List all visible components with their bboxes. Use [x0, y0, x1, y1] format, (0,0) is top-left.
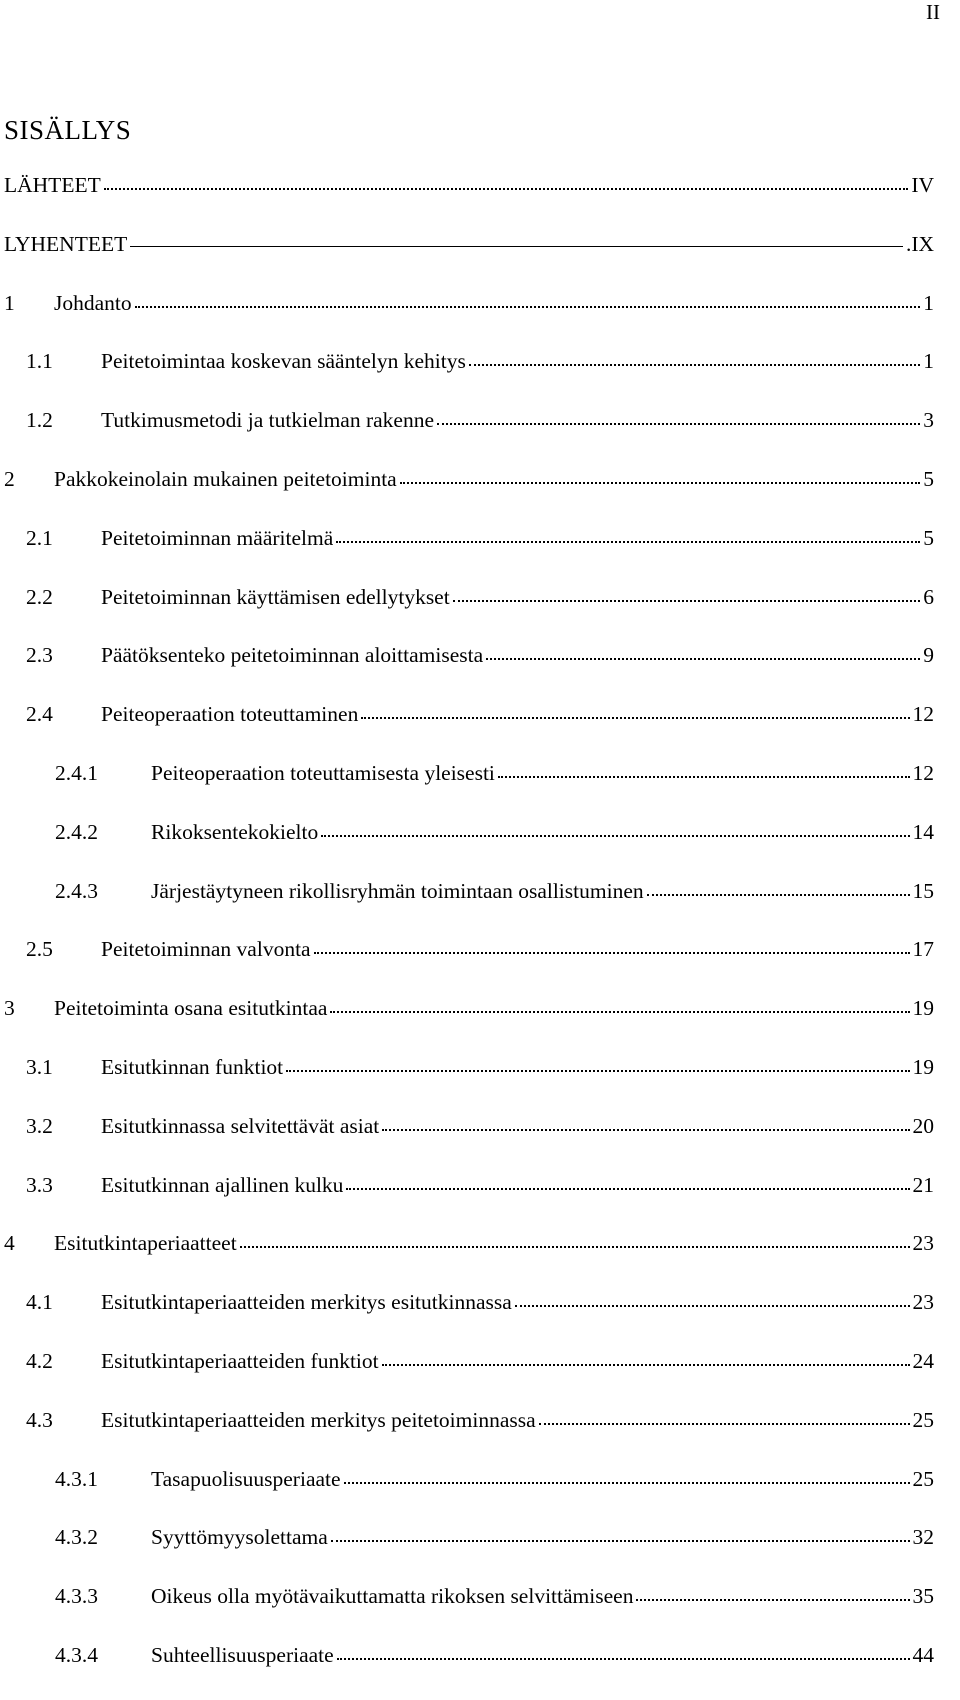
- toc-entry[interactable]: [4, 465, 934, 524]
- toc-entry-number: 4.3.1: [55, 1466, 98, 1491]
- toc-entry[interactable]: [4, 1229, 934, 1288]
- toc-entry-label: LÄHTEET: [4, 173, 101, 197]
- toc-entry-number: 4.3.4: [55, 1642, 98, 1667]
- toc-leader-dots: [330, 995, 909, 1015]
- toc-entry-label: Esitutkintaperiaatteiden merkitys peitetoiminnassa: [101, 1407, 536, 1432]
- toc-entry-page: 14: [912, 819, 934, 844]
- toc-entry[interactable]: [4, 1112, 934, 1171]
- toc-leader-dots: [469, 348, 920, 368]
- toc-leader-dots: [382, 1113, 909, 1133]
- toc-entry-label: Peitetoiminnan määritelmä: [101, 525, 334, 550]
- toc-leader-dots: [104, 172, 909, 192]
- toc-entry-page: 25: [912, 1407, 934, 1432]
- toc-entry-page: IV: [911, 173, 934, 197]
- toc-leader-dots: [515, 1289, 910, 1309]
- toc-entry-number: 4.3.2: [55, 1525, 98, 1550]
- toc-entry-page: 15: [912, 878, 934, 903]
- toc-entry-number: 3: [4, 996, 15, 1021]
- toc-entry[interactable]: [4, 1347, 934, 1406]
- toc-entry[interactable]: [4, 1523, 934, 1582]
- toc-entry-label: Peitetoiminnan käyttämisen edellytykset: [101, 584, 450, 609]
- toc-entry-page: 21: [912, 1172, 934, 1197]
- toc-entry[interactable]: [4, 818, 934, 877]
- toc-entry-number: 3.3: [26, 1172, 53, 1197]
- toc-entry-label: Esitutkintaperiaatteiden merkitys esitutkinnassa: [101, 1290, 512, 1315]
- toc-entry-page: 19: [912, 996, 934, 1021]
- toc-entry-label: Rikoksentekokielto: [151, 819, 319, 844]
- toc-entry-label: Päätöksenteko peitetoiminnan aloittamisesta: [101, 643, 484, 668]
- toc-leader-dots: [382, 1348, 910, 1368]
- toc-leader-dots: [498, 760, 910, 780]
- toc-entry-label: Johdanto: [54, 290, 132, 315]
- toc-entry[interactable]: [4, 583, 934, 642]
- toc-entry-label: Peitetoiminta osana esitutkintaa: [54, 996, 328, 1021]
- toc-entry[interactable]: [4, 1406, 934, 1465]
- toc-entry-label: Tutkimusmetodi ja tutkielman rakenne: [101, 408, 435, 433]
- toc-entry-number: 1: [4, 290, 15, 315]
- toc-entry-page: 1: [923, 290, 934, 315]
- toc-entry-page: 35: [912, 1584, 934, 1609]
- page-title: SISÄLLYS: [4, 115, 132, 145]
- toc-entry[interactable]: [4, 524, 934, 583]
- toc-entry-number: 4.3.3: [55, 1584, 98, 1609]
- toc-entry-page: 1: [923, 349, 934, 374]
- toc-leader-dots: [636, 1583, 909, 1603]
- toc-entry[interactable]: [4, 994, 934, 1053]
- toc-entry-number: 3.1: [26, 1054, 53, 1079]
- toc-entry-number: 4: [4, 1231, 15, 1256]
- toc-entry-label: LYHENTEET: [4, 231, 128, 256]
- toc-leader-dots: [331, 1524, 910, 1544]
- toc-entry[interactable]: [4, 700, 934, 759]
- toc-entry-number: 2.4.2: [55, 819, 98, 844]
- toc-entry-label: Oikeus olla myötävaikuttamatta rikoksen selvittämiseen: [151, 1584, 634, 1609]
- toc-entry-label: Suhteellisuusperiaate: [151, 1642, 334, 1667]
- toc-entry-page: 32: [912, 1525, 934, 1550]
- toc-entry-page: 19: [912, 1054, 934, 1079]
- table-of-contents: [4, 171, 934, 1700]
- toc-entry-page: 6: [923, 584, 934, 609]
- toc-entry[interactable]: [4, 171, 934, 230]
- toc-leader-dots: [361, 701, 909, 721]
- toc-entry-label: Peitetoimintaa koskevan sääntelyn kehitys: [101, 349, 466, 374]
- toc-entry[interactable]: [4, 935, 934, 994]
- toc-entry[interactable]: [4, 1465, 934, 1524]
- page-number: II: [926, 0, 940, 24]
- toc-leader-dots: [400, 466, 921, 486]
- toc-entry-label: Syyttömyysolettama: [151, 1525, 328, 1550]
- toc-entry-label: Pakkokeinolain mukainen peitetoiminta: [54, 466, 397, 491]
- toc-entry[interactable]: [4, 230, 934, 289]
- toc-entry-page: 20: [912, 1113, 934, 1138]
- toc-entry-page: 23: [912, 1290, 934, 1315]
- toc-entry[interactable]: [4, 1582, 934, 1641]
- toc-entry-number: 2.5: [26, 937, 53, 962]
- toc-leader-dots: [130, 231, 903, 251]
- toc-entry-number: 1.2: [26, 408, 53, 433]
- toc-entry-label: Peiteoperaation toteuttaminen: [101, 702, 359, 727]
- toc-entry-page: 5: [923, 466, 934, 491]
- toc-entry-number: 2: [4, 466, 15, 491]
- toc-entry-number: 2.4.1: [55, 760, 98, 785]
- toc-entry-page: 9: [923, 643, 934, 668]
- toc-entry[interactable]: [4, 289, 934, 348]
- toc-entry-number: 2.1: [26, 525, 53, 550]
- toc-entry-number: 3.2: [26, 1113, 53, 1138]
- toc-leader-dots: [344, 1466, 910, 1486]
- toc-leader-dots: [453, 584, 921, 604]
- toc-entry-number: 2.3: [26, 643, 53, 668]
- toc-leader-dots: [135, 290, 921, 310]
- toc-entry-number: 4.2: [26, 1348, 53, 1373]
- toc-entry-page: 12: [912, 702, 934, 727]
- toc-leader-dots: [337, 1642, 910, 1662]
- toc-entry-label: Esitutkinnan ajallinen kulku: [101, 1172, 344, 1197]
- toc-leader-dots: [346, 1172, 909, 1192]
- toc-entry-page: 3: [923, 408, 934, 433]
- toc-entry-page: 12: [912, 760, 934, 785]
- toc-entry-page: 5: [923, 525, 934, 550]
- toc-entry-page: 24: [912, 1348, 934, 1373]
- toc-entry-label: Järjestäytyneen rikollisryhmän toimintaan osallistuminen: [151, 878, 644, 903]
- toc-entry-label: Esitutkinnassa selvitettävät asiat: [101, 1113, 380, 1138]
- toc-entry[interactable]: [4, 641, 934, 700]
- toc-entry-page: .IX: [905, 231, 934, 256]
- toc-entry-number: 2.4: [26, 702, 53, 727]
- toc-leader-dots: [240, 1230, 910, 1250]
- toc-leader-dots: [539, 1407, 910, 1427]
- toc-entry-page: 17: [912, 937, 934, 962]
- toc-entry[interactable]: [4, 759, 934, 818]
- toc-leader-dots: [437, 407, 920, 427]
- toc-entry-number: 2.2: [26, 584, 53, 609]
- toc-entry[interactable]: [4, 347, 934, 406]
- toc-leader-dots: [486, 642, 920, 662]
- toc-entry[interactable]: [4, 1288, 934, 1347]
- toc-leader-dots: [647, 878, 910, 898]
- toc-entry-number: 4.3: [26, 1407, 53, 1432]
- toc-leader-dots: [321, 819, 909, 839]
- toc-entry[interactable]: [4, 1053, 934, 1112]
- toc-entry-number: 2.4.3: [55, 878, 98, 903]
- toc-entry-label: Esitutkinnan funktiot: [101, 1054, 284, 1079]
- toc-entry-number: 1.1: [26, 349, 53, 374]
- toc-entry-label: Peiteoperaation toteuttamisesta yleisesti: [151, 760, 495, 785]
- toc-entry[interactable]: [4, 877, 934, 936]
- toc-entry[interactable]: [4, 1171, 934, 1230]
- toc-entry-label: Peitetoiminnan valvonta: [101, 937, 311, 962]
- toc-entry-label: Tasapuolisuusperiaate: [151, 1466, 341, 1491]
- toc-leader-dots: [336, 525, 920, 545]
- toc-entry[interactable]: [4, 406, 934, 465]
- toc-entry-label: Esitutkintaperiaatteet: [54, 1231, 237, 1256]
- toc-entry-page: 25: [912, 1466, 934, 1491]
- toc-entry-page: 23: [912, 1231, 934, 1256]
- toc-entry-number: 4.1: [26, 1290, 53, 1315]
- toc-entry-label: Esitutkintaperiaatteiden funktiot: [101, 1348, 379, 1373]
- toc-entry-page: 44: [912, 1642, 934, 1667]
- toc-leader-dots: [286, 1054, 909, 1074]
- toc-leader-dots: [314, 936, 910, 956]
- toc-entry[interactable]: [4, 1641, 934, 1700]
